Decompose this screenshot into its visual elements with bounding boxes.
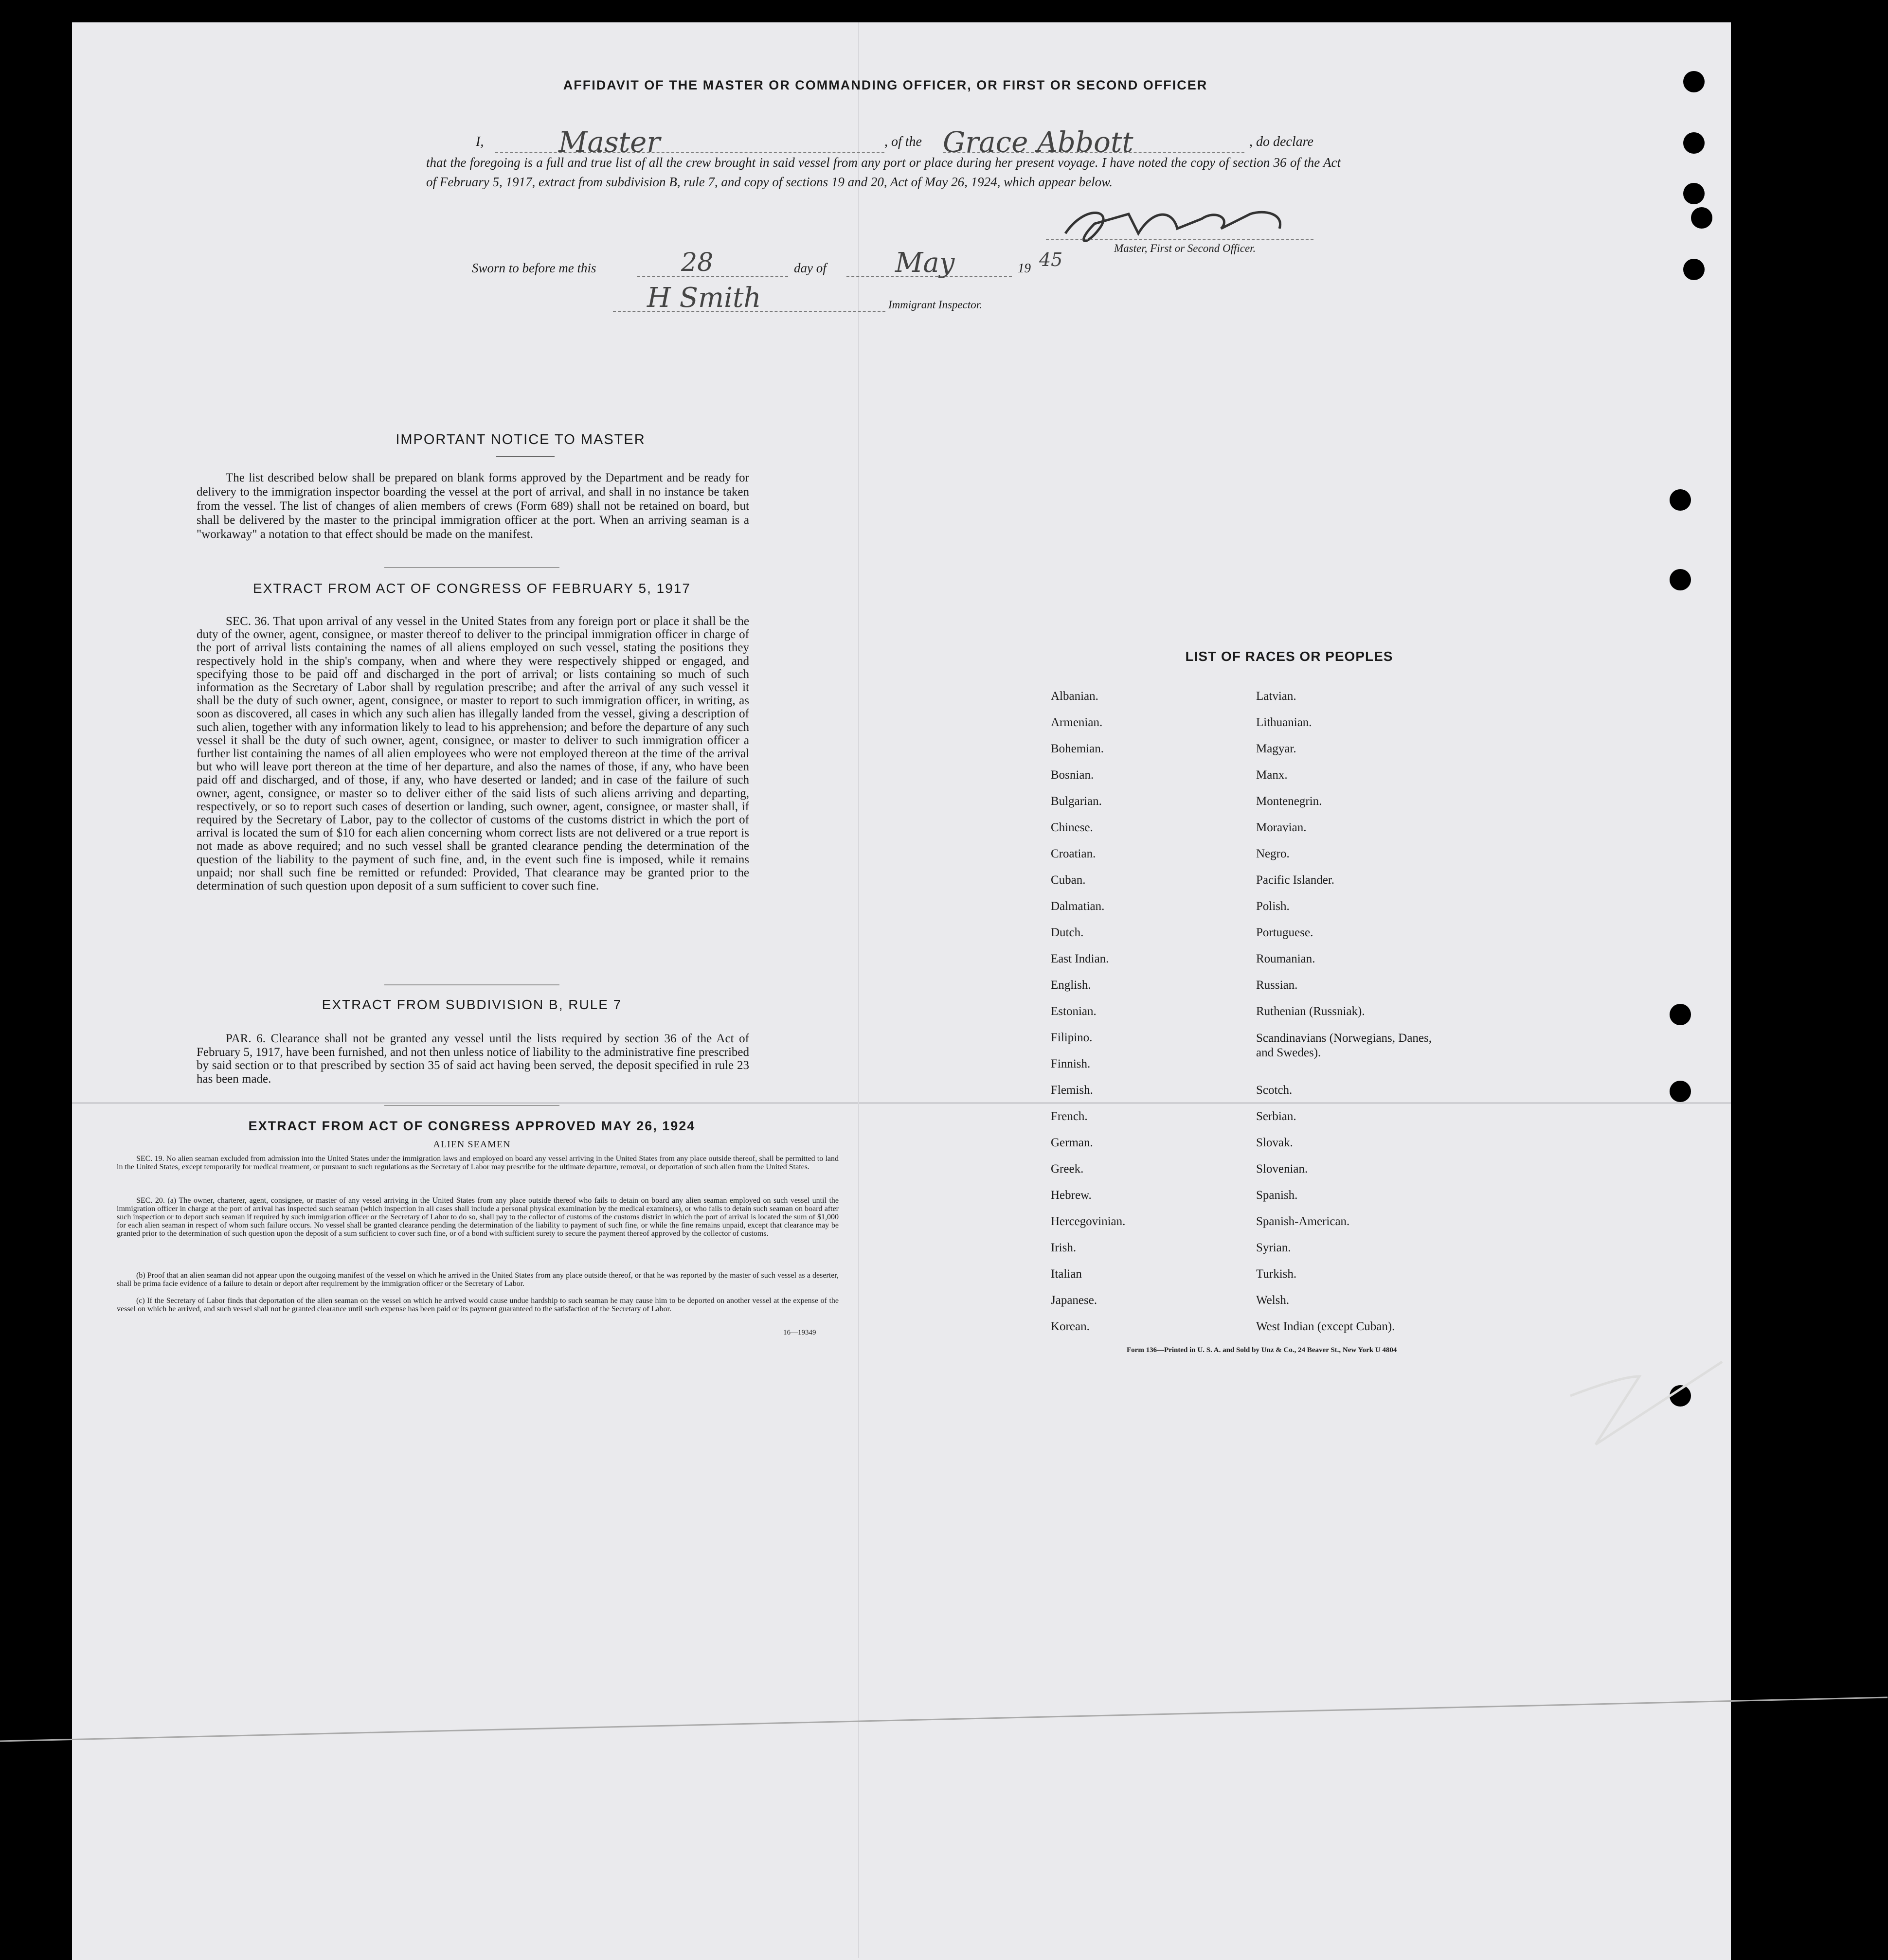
- act-1924-form-number: 16—19349: [783, 1329, 816, 1336]
- race-item: Chinese.: [1051, 821, 1093, 834]
- act-1917-divider: [384, 984, 559, 985]
- fold-line: [72, 1102, 1731, 1104]
- punch-hole: [1683, 132, 1705, 154]
- race-item: Cuban.: [1051, 873, 1086, 887]
- race-item: Lithuanian.: [1256, 716, 1312, 729]
- day-of-label: day of: [794, 261, 827, 275]
- check-mark: [1566, 1357, 1727, 1449]
- inspector-handwriting: H Smith: [647, 282, 761, 314]
- race-item: Slovak.: [1256, 1136, 1293, 1149]
- race-item: Serbian.: [1256, 1110, 1296, 1123]
- of-the-label: , of the: [884, 134, 922, 149]
- race-item: Hebrew.: [1051, 1189, 1092, 1202]
- inspector-blank: [613, 311, 885, 312]
- notice-title-rule: [496, 456, 555, 457]
- affidavit-body: that the foregoing is a full and true list of all the crew brought in said vessel from any port or place during her present voyage. I have noted the copy of section 36 of the Act of February 5, 1917, extract from subdivision B, rule 7, and copy of sections 19 and 20, Act of May 26, 1924, which appear below.: [426, 155, 1341, 189]
- race-item: Spanish-American.: [1256, 1215, 1350, 1228]
- race-item: Portuguese.: [1256, 926, 1313, 939]
- race-item: Polish.: [1256, 900, 1290, 913]
- notice-divider: [384, 567, 559, 568]
- vessel-name-handwriting: Grace Abbott: [943, 125, 1133, 159]
- race-item: Manx.: [1256, 768, 1288, 782]
- master-handwriting: Master: [558, 125, 661, 159]
- race-item: Bohemian.: [1051, 742, 1104, 755]
- rule-7-body: PAR. 6. Clearance shall not be granted any vessel until the lists required by section 36 of the Act of February 5, 1917, have been furnished, and not then unless notice of liability to the administrative fine prescribed by said section or to that prescribed by section 35 of said act having been served, the deposit specified in rule 23 has been made.: [197, 1032, 749, 1086]
- affidavit-title: AFFIDAVIT OF THE MASTER OR COMMANDING OFFICER, OR FIRST OR SECOND OFFICER: [563, 78, 1208, 92]
- race-item: Irish.: [1051, 1241, 1077, 1254]
- race-item: Filipino.: [1051, 1031, 1093, 1044]
- day-handwriting: 28: [681, 248, 714, 277]
- race-item: Finnish.: [1051, 1057, 1091, 1070]
- race-item: Slovenian.: [1256, 1162, 1308, 1176]
- race-item: French.: [1051, 1110, 1088, 1123]
- month-handwriting: May: [895, 247, 955, 279]
- punch-hole: [1683, 71, 1705, 92]
- race-item: Dutch.: [1051, 926, 1084, 939]
- race-item: Croatian.: [1051, 847, 1096, 860]
- race-item: Bosnian.: [1051, 768, 1094, 782]
- document-page: [72, 22, 1731, 1960]
- signature-line: [1046, 239, 1313, 240]
- race-item: Italian: [1051, 1267, 1082, 1281]
- punch-hole: [1670, 1081, 1691, 1102]
- act-1924-subtitle: ALIEN SEAMEN: [433, 1139, 511, 1150]
- year-handwriting: 45: [1039, 249, 1063, 270]
- scan-edge-line: [0, 1693, 1888, 1746]
- punch-hole: [1683, 183, 1705, 204]
- race-item: Magyar.: [1256, 742, 1296, 755]
- declaration-prefix: I,: [476, 134, 484, 149]
- sworn-prefix: Sworn to before me this: [472, 261, 596, 275]
- race-item: Estonian.: [1051, 1005, 1097, 1018]
- race-item: German.: [1051, 1136, 1093, 1149]
- punch-hole: [1683, 259, 1705, 280]
- act-1924-title: EXTRACT FROM ACT OF CONGRESS APPROVED MAY 26, 1924: [248, 1119, 696, 1133]
- race-item: Armenian.: [1051, 716, 1103, 729]
- race-item: English.: [1051, 979, 1091, 992]
- act-1917-body: SEC. 36. That upon arrival of any vessel in the United States from any foreign port or place it shall be the duty of the owner, agent, consignee, or master thereof to deliver to the principal immigration officer in charge of the port of arrival lists containing the names of all aliens employed on such vessel, stating the positions they respectively hold in the ship's company, when and where they were respectively shipped or engaged, and specifying those to be paid off and discharged in the port of arrival; or lists containing so much of such information as the Secretary of Labor shall by regulation prescribe; and after the arrival of any such vessel it shall be the duty of such owner, agent, consignee, or master to report to such immigration officer, in writing, as soon as discovered, all cases in which any such alien has illegally landed from the vessel, giving a description of such alien, together with any information likely to lead to his apprehension; and before the departure of any such vessel it shall be the duty of such owner, agent, consignee, or master to deliver to such immigration officer a further list containing the names of all alien employees who were not employed thereon at the time of the arrival but who will leave port thereon at the time of her departure, and also the names of those, if any, who have been paid off and discharged, and of those, if any, who have deserted or landed; and in case of the failure of such owner, agent, consignee, or master so to deliver either of the said lists of such aliens arriving and departing, respectively, or so to report such cases of desertion or landing, such owner, agent, consignee, or master shall, if required by the Secretary of Labor, pay to the collector of customs of the customs district in which the port of arrival is located the sum of $10 for each alien concerning whom correct lists are not delivered or a true report is not made as above required; and no such vessel shall be granted clearance pending the determination of the question of the liability to the payment of such fine, and, in the event such fine is imposed, while it remains unpaid; nor shall such fine be remitted or refunded: Provided, That clearance may be granted prior to the determination of such question upon deposit of a sum sufficient to cover such fine.: [197, 615, 749, 893]
- act-1917-title: EXTRACT FROM ACT OF CONGRESS OF FEBRUARY 5, 1917: [253, 581, 691, 596]
- punch-hole: [1691, 207, 1712, 229]
- act-1924-sec20a: SEC. 20. (a) The owner, charterer, agent, consignee, or master of any vessel arriving in the United States from any place outside thereof who fails to detain on board any alien seaman employed on such vessel until the immigration officer in charge at the port of arrival has inspected such seaman (which inspection in all cases shall include a personal physical examination by the medical examiners), or who fails to detain such seaman on board after such inspection or to deport such seaman if required by such immigration officer or the Secretary of Labor to do so, shall pay to the collector of customs of the customs district in which the port of arrival is located the sum of $1,000 for each alien seaman in respect of whom such failure occurs. No vessel shall be granted clearance pending the determination of the liability to payment of such fine, or while the fine remains unpaid, except that clearance may be granted prior to the determination of such question upon the deposit of a sum sufficient to cover such fine, or of a bond with sufficient surety to secure the payment thereof approved by the collector of customs.: [117, 1196, 839, 1238]
- race-item: Roumanian.: [1256, 952, 1315, 965]
- punch-hole: [1670, 1004, 1691, 1025]
- race-item: Greek.: [1051, 1162, 1084, 1176]
- race-item: Welsh.: [1256, 1294, 1290, 1307]
- race-item: Spanish.: [1256, 1189, 1298, 1202]
- race-item: Russian.: [1256, 979, 1298, 992]
- rule-7-title: EXTRACT FROM SUBDIVISION B, RULE 7: [322, 997, 622, 1012]
- race-item: Syrian.: [1256, 1241, 1291, 1254]
- act-1924-sec20b: (b) Proof that an alien seaman did not appear upon the outgoing manifest of the vessel on which he arrived in the United States from any place outside thereof, or that he was reported by the master of such vessel as a deserter, shall be prima facie evidence of a failure to detain or deport after requirement by the immigration officer or the Secretary of Labor.: [117, 1271, 839, 1288]
- inspector-caption: Immigrant Inspector.: [888, 299, 982, 311]
- race-item: Flemish.: [1051, 1084, 1093, 1097]
- race-item: Latvian.: [1256, 690, 1296, 703]
- year-prefix: 19: [1018, 261, 1031, 275]
- races-title: LIST OF RACES OR PEOPLES: [1185, 649, 1393, 664]
- race-item: Ruthenian (Russniak).: [1256, 1005, 1365, 1018]
- vertical-fold-line: [858, 22, 859, 1958]
- race-item: Negro.: [1256, 847, 1290, 860]
- punch-hole: [1670, 489, 1691, 511]
- act-1924-sec20c: (c) If the Secretary of Labor finds that deportation of the alien seaman on the vessel on which he arrived would cause undue hardship to such seaman he may cause him to be deported on another vessel at the expense of the vessel on which he arrived, and such vessel shall not be granted clearance until such expense has been paid or its payment guaranteed to the satisfaction of the Secretary of Labor.: [117, 1297, 839, 1313]
- punch-hole: [1670, 569, 1691, 590]
- race-item: Albanian.: [1051, 690, 1098, 703]
- notice-body: The list described below shall be prepared on blank forms approved by the Department and be ready for delivery to the immigration inspector boarding the vessel at the port of arrival, and shall in no instance be taken from the vessel. The list of changes of alien members of crews (Form 689) shall not be retained on board, but shall be delivered by the master to the principal immigration officer at the port. When an arriving seaman is a "workaway" a notation to that effect should be made on the manifest.: [197, 471, 749, 541]
- race-item: Scandinavians (Norwegians, Danes, and Swedes).: [1256, 1032, 1432, 1059]
- race-item: Moravian.: [1256, 821, 1307, 834]
- printer-footer: Form 136—Printed in U. S. A. and Sold by Unz & Co., 24 Beaver St., New York U 4804: [1127, 1346, 1397, 1354]
- race-item: Turkish.: [1256, 1267, 1297, 1281]
- race-item: Bulgarian.: [1051, 795, 1102, 808]
- race-item: West Indian (except Cuban).: [1256, 1320, 1395, 1333]
- race-item: Hercegovinian.: [1051, 1215, 1126, 1228]
- rule-7-divider: [384, 1105, 559, 1106]
- race-item: Japanese.: [1051, 1294, 1097, 1307]
- month-blank: [846, 276, 1012, 277]
- act-1924-sec19: SEC. 19. No alien seaman excluded from admission into the United States under the immigration laws and employed on board any vessel arriving in the United States from any place outside thereof, shall be permitted to land in the United States, except temporarily for medical treatment, or pursuant to such regulations as the Secretary of Labor may prescribe for the ultimate departure, removal, or deportation of such alien from the United States.: [117, 1155, 839, 1171]
- do-declare-label: , do declare: [1249, 134, 1313, 149]
- race-item: Korean.: [1051, 1320, 1090, 1333]
- race-item: Dalmatian.: [1051, 900, 1105, 913]
- signature-caption: Master, First or Second Officer.: [1114, 242, 1256, 254]
- day-blank: [637, 276, 788, 277]
- race-item: Pacific Islander.: [1256, 873, 1335, 887]
- race-item: East Indian.: [1051, 952, 1109, 965]
- notice-title: IMPORTANT NOTICE TO MASTER: [396, 432, 646, 447]
- race-item: Montenegrin.: [1256, 795, 1322, 808]
- race-item: Scotch.: [1256, 1084, 1293, 1097]
